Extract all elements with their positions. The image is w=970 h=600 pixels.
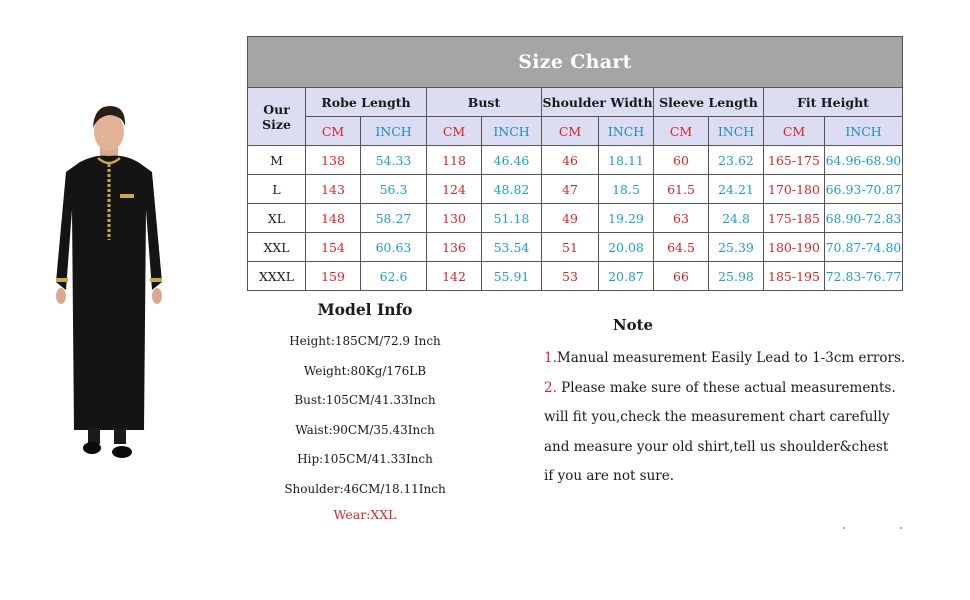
cm-value: 51	[542, 233, 599, 262]
shoulder-width-header: Shoulder Width	[542, 88, 654, 117]
cm-value: 170-180	[764, 175, 825, 204]
note-text: and measure your old shirt,tell us shoulder&chest	[544, 438, 889, 455]
cm-value: 148	[306, 204, 361, 233]
inch-value: 72.83-76.77	[825, 262, 903, 291]
inch-value: 53.54	[482, 233, 542, 262]
unit-inch-header: INCH	[709, 117, 764, 146]
cm-value: 64.5	[654, 233, 709, 262]
bust-header: Bust	[427, 88, 542, 117]
fit-height-header: Fit Height	[764, 88, 903, 117]
cm-value: 53	[542, 262, 599, 291]
cm-value: 49	[542, 204, 599, 233]
size-rows	[248, 146, 903, 291]
cm-value: 60	[654, 146, 709, 175]
inch-value: 66.93-70.87	[825, 175, 903, 204]
note-line	[544, 433, 904, 463]
inch-value: 20.08	[599, 233, 654, 262]
cm-value: 46	[542, 146, 599, 175]
cm-value: 118	[427, 146, 482, 175]
cm-value: 138	[306, 146, 361, 175]
inch-value: 48.82	[482, 175, 542, 204]
our-size-header: Our Size	[248, 88, 306, 146]
unit-cm-header: CM	[654, 117, 709, 146]
table-row	[248, 146, 903, 175]
cm-value: 143	[306, 175, 361, 204]
note-number: 2.	[544, 379, 557, 396]
unit-cm-header: CM	[764, 117, 825, 146]
inch-value: 60.63	[361, 233, 427, 262]
cm-value: 180-190	[764, 233, 825, 262]
cm-value: 66	[654, 262, 709, 291]
inch-value: 25.98	[709, 262, 764, 291]
cm-value: 63	[654, 204, 709, 233]
note-line	[544, 344, 904, 374]
size-label: XL	[248, 204, 306, 233]
cm-value: 130	[427, 204, 482, 233]
unit-inch-header: INCH	[361, 117, 427, 146]
table-row	[248, 204, 903, 233]
unit-inch-header: INCH	[825, 117, 903, 146]
size-label: XXL	[248, 233, 306, 262]
table-row	[248, 262, 903, 291]
inch-value: 25.39	[709, 233, 764, 262]
cm-value: 136	[427, 233, 482, 262]
cm-value: 142	[427, 262, 482, 291]
inch-value: 23.62	[709, 146, 764, 175]
model-shoulder: Shoulder:46CM/18.11Inch	[284, 481, 446, 496]
note-text: will fit you,check the measurement chart carefully	[544, 409, 890, 425]
unit-inch-header: INCH	[599, 117, 654, 146]
cm-value: 47	[542, 175, 599, 204]
size-chart-table	[247, 36, 903, 291]
inch-value: 56.3	[361, 175, 427, 204]
inch-value: 51.18	[482, 204, 542, 233]
cm-value: 159	[306, 262, 361, 291]
chart-title: Size Chart	[248, 37, 903, 88]
inch-value: 20.87	[599, 262, 654, 291]
note-text: Please make sure of these actual measurements.	[556, 379, 896, 396]
inch-value: 24.8	[709, 204, 764, 233]
unit-cm-header: CM	[427, 117, 482, 146]
inch-value: 58.27	[361, 204, 427, 233]
unit-inch-header: INCH	[482, 117, 542, 146]
note-line	[544, 403, 904, 433]
cm-value: 185-195	[764, 262, 825, 291]
inch-value: 18.11	[599, 146, 654, 175]
inch-value: 55.91	[482, 262, 542, 291]
note-title: Note	[612, 316, 654, 334]
inch-value: 64.96-68.90	[825, 146, 903, 175]
inch-value: 19.29	[599, 204, 654, 233]
cm-value: 175-185	[764, 204, 825, 233]
table-row	[248, 233, 903, 262]
model-waist: Waist:90CM/35.43Inch	[295, 422, 435, 437]
inch-value: 70.87-74.80	[825, 233, 903, 262]
decorative-dot	[900, 527, 902, 529]
note-line	[544, 462, 904, 492]
decorative-dot	[843, 527, 845, 529]
size-label: M	[248, 146, 306, 175]
inch-value: 24.21	[709, 175, 764, 204]
inch-value: 46.46	[482, 146, 542, 175]
note-section	[544, 316, 904, 492]
model-wear-size: Wear:XXL	[333, 507, 397, 522]
model-photo	[40, 100, 180, 470]
cm-value: 61.5	[654, 175, 709, 204]
model-height: Height:185CM/72.9 Inch	[289, 334, 441, 348]
table-row	[248, 175, 903, 204]
note-text: Manual measurement Easily Lead to 1-3cm errors.	[556, 350, 906, 366]
inch-value: 68.90-72.83	[825, 204, 903, 233]
cm-value: 124	[427, 175, 482, 204]
note-line	[544, 374, 904, 404]
inch-value: 54.33	[361, 146, 427, 175]
model-info-title: Model Info	[317, 300, 413, 319]
size-label: L	[248, 175, 306, 204]
robe-length-header: Robe Length	[306, 88, 427, 117]
model-hip: Hip:105CM/41.33Inch	[297, 452, 433, 466]
unit-cm-header: CM	[306, 117, 361, 146]
inch-value: 18.5	[599, 175, 654, 204]
inch-value: 62.6	[361, 262, 427, 291]
cm-value: 154	[306, 233, 361, 262]
sleeve-length-header: Sleeve Length	[654, 88, 764, 117]
size-label: XXXL	[248, 262, 306, 291]
unit-cm-header: CM	[542, 117, 599, 146]
note-text: if you are not sure.	[544, 468, 675, 484]
cm-value: 165-175	[764, 146, 825, 175]
model-bust: Bust:105CM/41.33Inch	[294, 393, 436, 407]
model-weight: Weight:80Kg/176LB	[303, 363, 427, 378]
note-number: 1.	[544, 350, 557, 366]
